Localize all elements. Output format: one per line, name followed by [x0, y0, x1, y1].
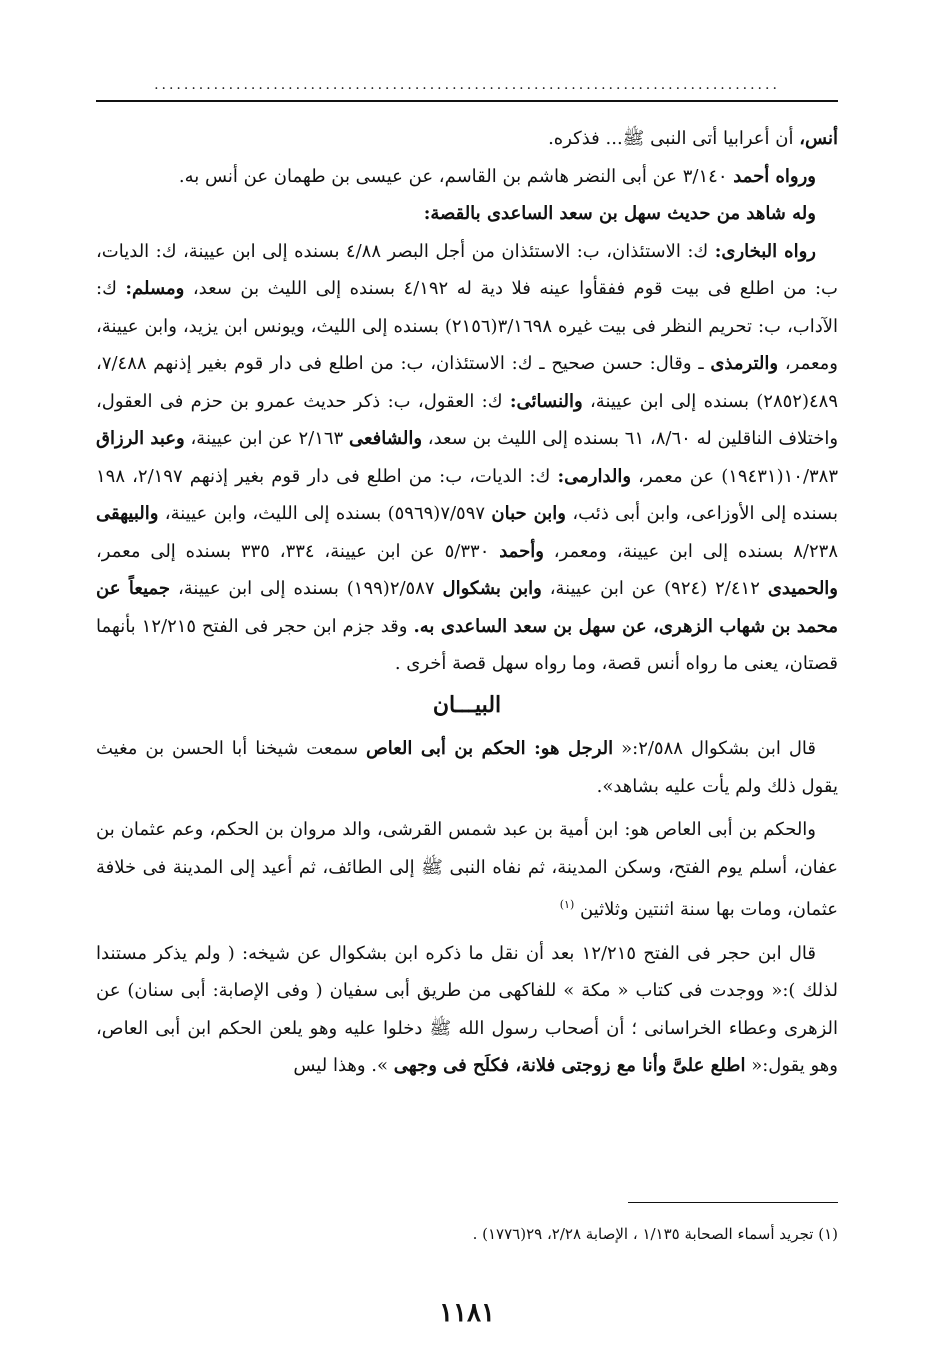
paragraph-p4 — [96, 233, 838, 683]
bold-segment: ورواه أحمد — [733, 165, 816, 187]
bold-segment: والنسائى: — [509, 390, 583, 412]
text-segment: ٢/٥٨٧(١٩٩) بسنده إلى ابن عيينة، — [170, 578, 443, 599]
main-text — [96, 120, 838, 1085]
paragraph-p6 — [96, 811, 838, 929]
footnote-marker: (١) — [559, 898, 575, 911]
bold-segment: اطلع علىَّ وأنا مع زوجتى فلانة، فكلَح فى وجهى — [393, 1055, 746, 1076]
bold-segment: وعبد الرزاق — [96, 428, 185, 449]
section-heading — [96, 687, 838, 725]
text-segment: ٣/١٤٠ عن أبى النضر هاشم بن القاسم، عن عيسى بن طهمان عن أنس به. — [178, 165, 734, 187]
bold-segment: والدارمى: — [557, 465, 632, 487]
bold-segment: وله شاهد من حديث سهل بن سعد الساعدى بالقصة: — [423, 203, 816, 224]
bold-segment: وابن حبان — [491, 503, 566, 524]
text-segment: أن أعرابيا أتى النبى ﷺ... فذكره. — [548, 128, 800, 149]
header-rule — [96, 100, 838, 102]
bold-segment: رواه البخارى: — [714, 240, 816, 262]
text-segment: سمعت شيخنا أبا الحسن بن مغيث يقول ذلك ولم يأت عليه بشاهد». — [96, 738, 838, 797]
text-segment: ١٠/٣٨٣(١٩٤٣١) عن معمر، — [631, 465, 839, 487]
text-segment: ك: الآداب، ب: تحريم النظر فى بيت غيره ٣/١٦٩٨(٢١٥٦) بسنده إلى الليث، ويونس ابن يزيد، وابن عيينة، ومعمر، — [96, 278, 838, 374]
footnote-rule — [628, 1202, 838, 1203]
running-head-dots: .................................................................................... — [154, 78, 780, 92]
text-segment: ك: العقول، ب: ذكر حديث عمرو بن حزم فى العقول، واختلاف الناقلين له ٨/٦٠، ٦١ بسنده إلى الليث بن سعد، — [96, 390, 839, 449]
text-segment: ». وهذا ليس — [293, 1055, 394, 1076]
paragraph-p1 — [96, 120, 838, 158]
bold-segment: البيـــان — [432, 691, 502, 718]
text-segment: ـ وقال: حسن صحيح ـ ك: الاستئذان، ب: من اطلع فى دار قوم بغير إذنهم ٧/٤٨٨، ٤٨٩(٢٨٥٢) بسنده إلى ابن عيينة، — [96, 353, 838, 412]
text-segment: ك: الاستئذان، ب: الاستئذان من أجل البصر ٤/٨٨ بسنده إلى ابن عيينة، ك: الديات، ب: من اطلع فى بيت قوم ففقأوا عينه فلا دية له ٤/١٩٢ بسنده إلى الليث بن سعد، — [96, 240, 838, 299]
text-segment: والحكم بن أبى العاص هو: ابن أمية بن عبد شمس القرشى، والد مروان بن الحكم، وعم عثمان بن عفان، أسلم يوم الفتح، وسكن المدينة، ثم نفاه النبى ﷺ إلى الطائف، ثم أعيد إلى المدينة فى خلافة عثمان، ومات بها سنة اثنتين وثلاثين — [96, 819, 838, 920]
book-page — [96, 0, 838, 1371]
text-segment: وقد جزم ابن حجر فى الفتح ١٢/٢١٥ بأنهما قصتان، يعنى ما رواه أنس قصة، وما رواه سهل قصة أخرى . — [96, 615, 838, 674]
bold-segment: وابن بشكوال — [442, 578, 542, 599]
text-segment: ٨/٢٣٨ بسنده إلى ابن عيينة، ومعمر، — [543, 540, 838, 562]
bold-segment: ومسلم: — [125, 278, 185, 299]
bold-segment: والبيهقى — [96, 503, 159, 524]
bold-segment: والترمذى — [710, 353, 779, 374]
paragraph-p3 — [96, 195, 838, 233]
paragraph-p7 — [96, 935, 838, 1085]
bold-segment: أنس، — [799, 128, 838, 149]
page-number: ١١٨١ — [439, 1298, 495, 1328]
bold-segment: جميعاً عن محمد بن شهاب الزهرى، عن سهل بن سعد الساعدى به. — [96, 578, 839, 637]
text-segment: ٢/٤١٢ (٩٢٤) عن ابن عيينة، — [541, 578, 768, 599]
paragraph-p2 — [96, 158, 838, 196]
bold-segment: وأحمد — [499, 540, 544, 562]
text-segment: ٢/١٦٣ عن ابن عيينة، — [184, 428, 349, 449]
bold-segment: والحميدى — [767, 578, 838, 599]
text-segment: ٧/٥٩٧(٥٩٦٩) بسنده إلى الليث، وابن عيينة، — [158, 503, 492, 524]
text-segment: قال ابن بشكوال ٢/٥٨٨:« — [613, 738, 816, 759]
paragraph-p5 — [96, 730, 838, 805]
text-segment: ٥/٣٣٠ عن ابن عيينة، ٣٣٤، ٣٣٥ بسنده إلى معمر، — [96, 540, 500, 562]
bold-segment: الرجل هو: الحكم بن أبى العاص — [366, 738, 614, 759]
text-segment: قال ابن حجر فى الفتح ١٢/٢١٥ بعد أن نقل ما ذكره ابن بشكوال عن شيخه: ( ولم يذكر مستندا لذلك ):« ووجدت فى كتاب « مكة » للفاكهى من طريق أبى سفيان ( وفى الإصابة: أبى سنان) عن الزهرى وعطاء الخراسانى ؛ أن أصحاب رسول الله ﷺ دخلوا عليه وهو يلعن الحكم ابن أبى العاص، وهو يقول:« — [96, 942, 838, 1076]
bold-segment: والشافعى — [349, 428, 423, 449]
footnote: (١) تجريد أسماء الصحابة ١/١٣٥ ، الإصابة ٢/٢٨، ٢٩(١٧٧٦) . — [472, 1225, 838, 1243]
text-segment: ك: الديات، ب: من اطلع فى دار قوم بغير إذنهم ٢/١٩٧، ١٩٨ بسنده إلى الأوزاعى، وابن أبى ذئب، — [96, 465, 838, 524]
